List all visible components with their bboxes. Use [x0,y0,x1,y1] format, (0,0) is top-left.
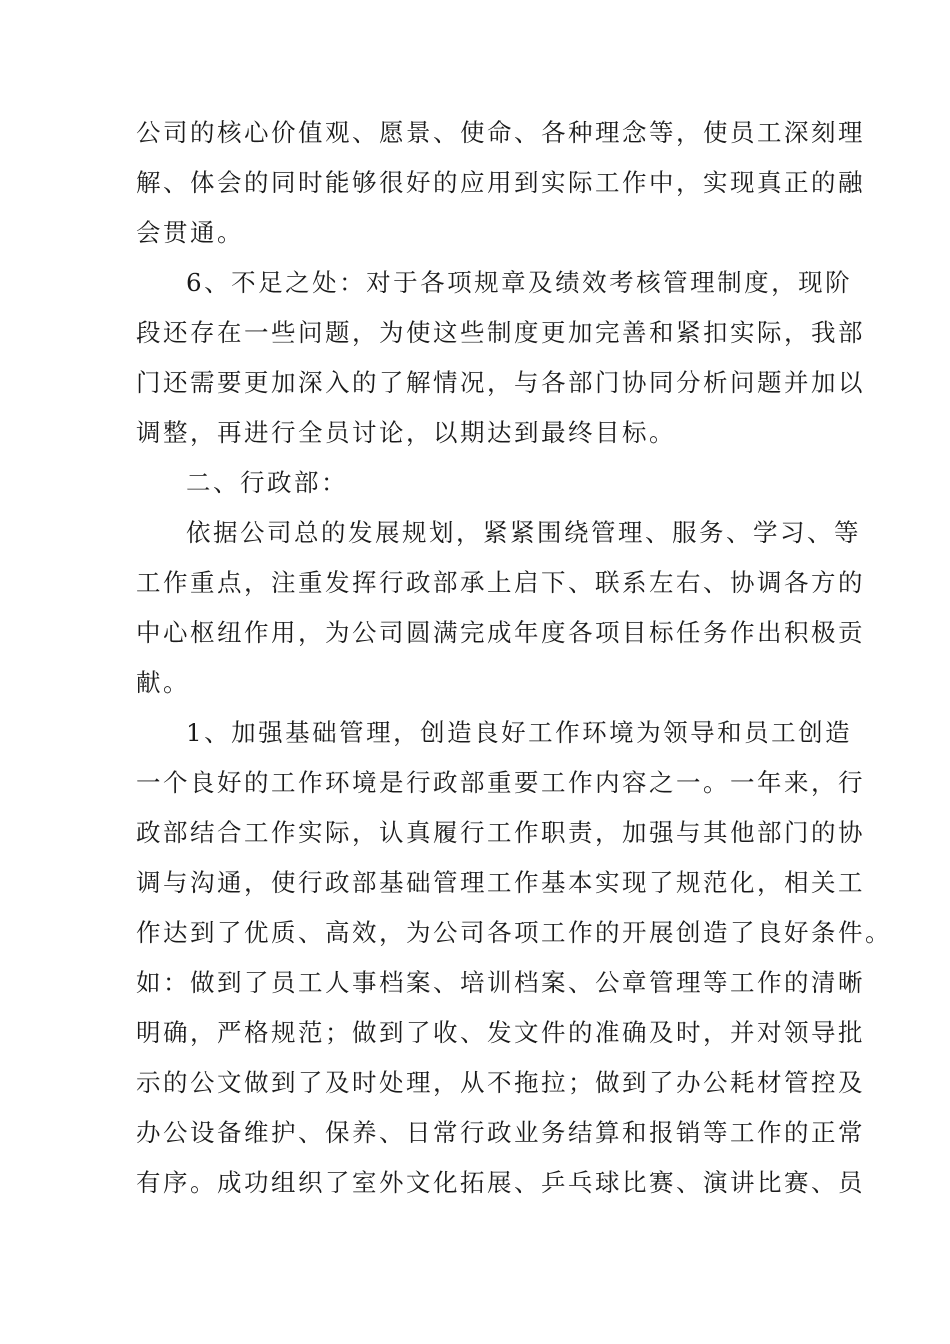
text-line: 段还存在一些问题，为使这些制度更加完善和紧扣实际，我部 [136,318,865,347]
text-line: 献。 [136,668,190,697]
paragraph-start-line: 1、加强基础管理，创造良好工作环境为领导和员工创造 [186,718,853,747]
text-line: 作达到了优质、高效，为公司各项工作的开展创造了良好条件。 [136,918,892,947]
text-line: 政部结合工作实际，认真履行工作职责，加强与其他部门的协 [136,818,865,847]
text-line: 示的公文做到了及时处理，从不拖拉；做到了办公耗材管控及 [136,1068,865,1097]
text-line: 会贯通。 [136,218,244,247]
text-line: 工作重点，注重发挥行政部承上启下、联系左右、协调各方的 [136,568,865,597]
text-line: 办公设备维护、保养、日常行政业务结算和报销等工作的正常 [136,1118,865,1147]
section-heading: 二、行政部： [186,468,348,497]
text-line: 一个良好的工作环境是行政部重要工作内容之一。一年来，行 [136,768,865,797]
text-line: 如：做到了员工人事档案、培训档案、公章管理等工作的清晰 [136,968,865,997]
text-line: 中心枢纽作用，为公司圆满完成年度各项目标任务作出积极贡 [136,618,865,647]
text-line: 调与沟通，使行政部基础管理工作基本实现了规范化，相关工 [136,868,865,897]
paragraph-start-line: 6、不足之处：对于各项规章及绩效考核管理制度，现阶 [186,268,853,297]
text-line: 解、体会的同时能够很好的应用到实际工作中，实现真正的融 [136,168,865,197]
text-line: 有序。成功组织了室外文化拓展、乒乓球比赛、演讲比赛、员 [136,1168,865,1197]
text-line: 明确，严格规范；做到了收、发文件的准确及时，并对领导批 [136,1018,865,1047]
text-line: 公司的核心价值观、愿景、使命、各种理念等，使员工深刻理 [136,118,865,147]
text-line: 门还需要更加深入的了解情况，与各部门协同分析问题并加以 [136,368,865,397]
text-line: 调整，再进行全员讨论，以期达到最终目标。 [136,418,676,447]
paragraph-start-line: 依据公司总的发展规划，紧紧围绕管理、服务、学习、等 [186,518,861,547]
